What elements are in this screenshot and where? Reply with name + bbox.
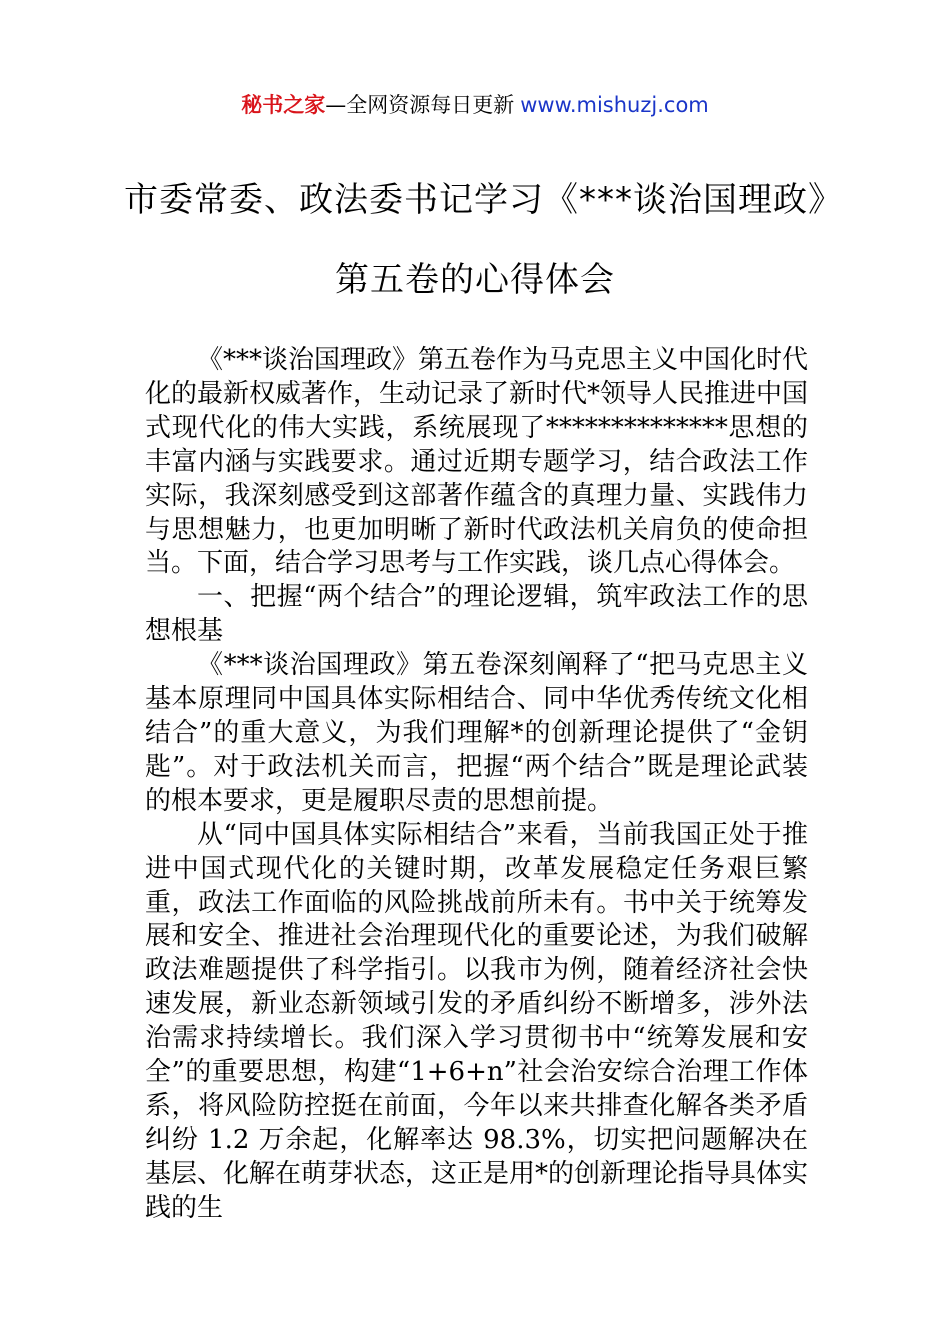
body-paragraph: 《***谈治国理政》第五卷深刻阐释了“把马克思主义基本原理同中国具体实际相结合、同中华优秀传统文化相结合”的重大意义，为我们理解*的创新理论提供了“金钥匙”。对于政法机关而言，把握“两个结合”既是理论武装的根本要求，更是履职尽责的思想前提。 [145,650,808,816]
body-paragraph: 从“同中国具体实际相结合”来看，当前我国正处于推进中国式现代化的关键时期，改革发展稳定任务艰巨繁重，政法工作面临的风险挑战前所未有。书中关于统筹发展和安全、推进社会治理现代化的重要论述，为我们破解政法难题提供了科学指引。以我市为例，随着经济社会快速发展，新业态新领域引发的矛盾纠纷不断增多，涉外法治需求持续增长。我们深入学习贯彻书中“统筹发展和安全”的重要思想，构建“1+6+n”社会治安综合治理工作体系，将风险防控挺在前面，今年以来共排查化解各类矛盾纠纷 1.2 万余起，化解率达 98.3%，切实把问题解决在基层、化解在萌芽状态，这正是用*的创新理论指导具体实践的生 [145,819,809,1223]
site-tagline: —全网资源每日更新 [325,93,515,117]
intro-paragraph: 《***谈治国理政》第五卷作为马克思主义中国化时代化的最新权威著作，生动记录了新时代*领导人民推进中国式现代化的伟大实践，系统展现了**************思想的丰富内涵与实践要求。通过近期专题学习，结合政法工作实际，我深刻感受到这部著作蕴含的真理力量、实践伟力与思想魅力，也更加明晰了新时代政法机关肩负的使命担当。下面，结合学习思考与工作实践，谈几点心得体会。 [145,345,809,579]
document-title: 市委常委、政法委书记学习《***谈治国理政》第五卷的心得体会 [124,180,826,300]
site-url-link[interactable]: www.mishuzj.com [520,93,709,117]
site-header [0,88,950,122]
site-brand: 秘书之家 [241,93,326,117]
section-heading-1: 一、把握“两个结合”的理论逻辑，筑牢政法工作的思想根基 [145,582,808,647]
document-body [145,344,808,1226]
